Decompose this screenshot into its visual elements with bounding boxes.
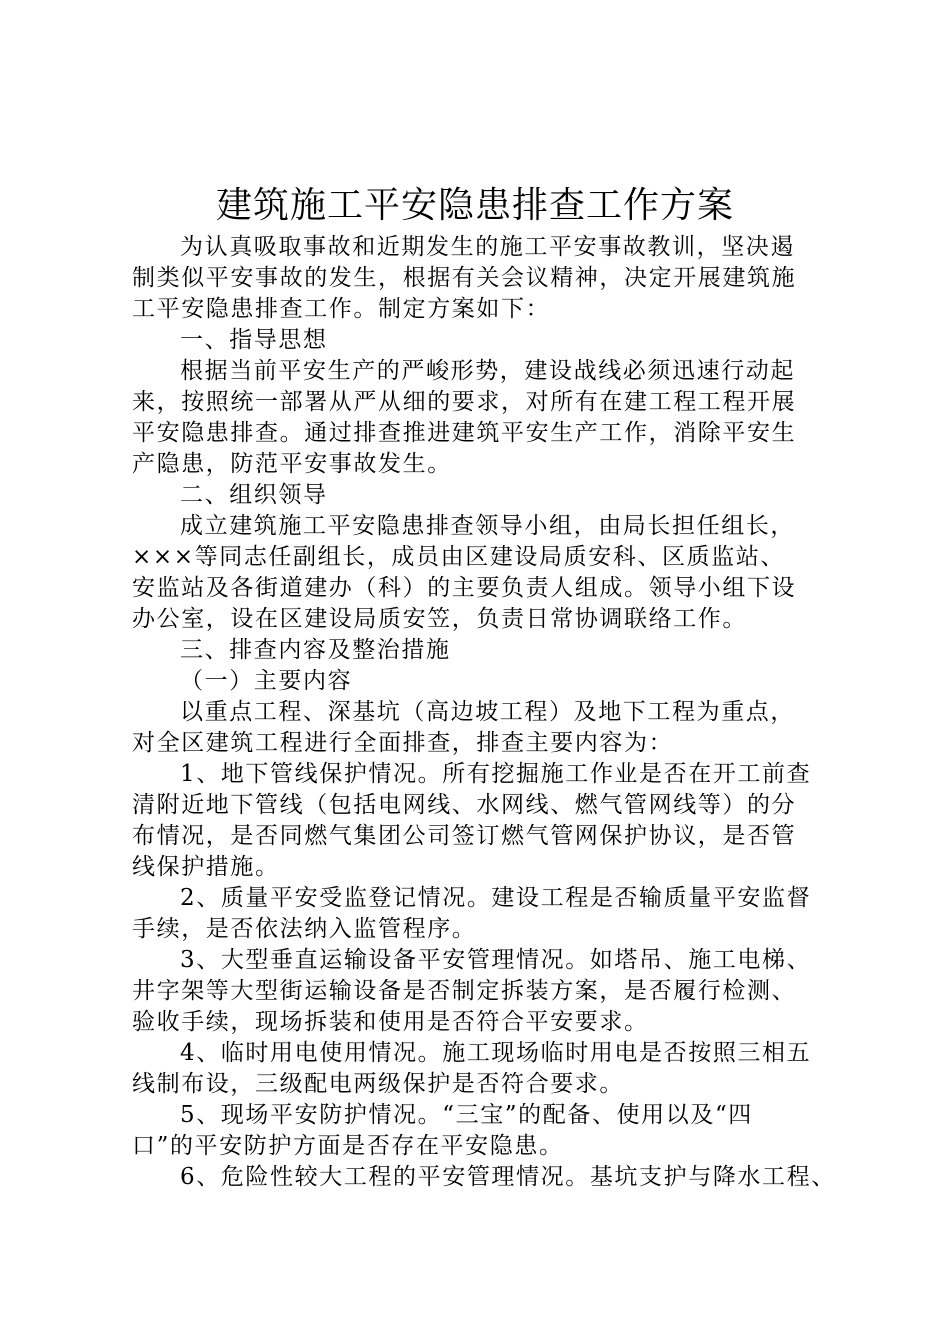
text-line: 平安隐患排查。通过排查推进建筑平安生产工作，消除平安生 <box>132 420 797 446</box>
text-line: 成立建筑施工平安隐患排查领导小组，由局长担任组长， <box>180 513 795 539</box>
page-title: 建筑施工平安隐患排查工作方案 <box>215 185 734 226</box>
text-line: 来，按照统一部署从严从细的要求，对所有在建工程工程开展 <box>132 389 797 415</box>
text-line: （一）主要内容 <box>180 668 353 694</box>
document-body <box>132 232 842 1193</box>
text-line: 为认真吸取事故和近期发生的施工平安事故教训，坚决遏 <box>180 234 795 260</box>
text-line: 清附近地下管线（包括电网线、水网线、燃气管网线等）的分 <box>132 792 797 818</box>
text-line: 6、危险性较大工程的平安管理情况。基坑支护与降水工程、 <box>180 1164 836 1190</box>
text-line: 5、现场平安防护情况。“三宝”的配备、使用以及“四 <box>180 1102 753 1128</box>
text-line: 安监站及各街道建办（科）的主要负责人组成。领导小组下设 <box>132 575 797 601</box>
text-line: 布情况，是否同燃气集团公司签订燃气管网保护协议，是否管 <box>132 823 797 849</box>
text-line: 产隐患，防范平安事故发生。 <box>132 451 452 477</box>
text-line: 口”的平安防护方面是否存在平安隐患。 <box>132 1133 564 1159</box>
text-line: 线保护措施。 <box>132 854 280 880</box>
text-line: 验收手续，现场拆装和使用是否符合平安要求。 <box>132 1009 649 1035</box>
text-line: 以重点工程、深基坑（高边坡工程）及地下工程为重点， <box>180 699 795 725</box>
text-line: 井字架等大型街运输设备是否制定拆装方案，是否履行检测、 <box>132 978 797 1004</box>
text-line: 办公室，设在区建设局质安笠，负责日常协调联络工作。 <box>132 606 747 632</box>
text-line: ×××等同志任副组长，成员由区建设局质安科、区质监站、 <box>132 544 786 570</box>
text-line: 工平安隐患排查工作。制定方案如下： <box>132 296 551 322</box>
text-line: 3、大型垂直运输设备平安管理情况。如塔吊、施工电梯、 <box>180 947 812 973</box>
text-line: 2、质量平安受监登记情况。建设工程是否输质量平安监督 <box>180 885 812 911</box>
text-line: 线制布设，三级配电两级保护是否符合要求。 <box>132 1071 624 1097</box>
text-line: 一、指导思想 <box>180 327 328 353</box>
text-line: 对全区建筑工程进行全面排查，排查主要内容为： <box>132 730 674 756</box>
text-line: 三、排查内容及整治措施 <box>180 637 451 663</box>
text-line: 手续，是否依法纳入监管程序。 <box>132 916 477 942</box>
text-line: 根据当前平安生产的严峻形势，建设战线必须迅速行动起 <box>180 358 795 384</box>
text-line: 制类似平安事故的发生，根据有关会议精神，决定开展建筑施 <box>132 265 797 291</box>
text-line: 4、临时用电使用情况。施工现场临时用电是否按照三相五 <box>180 1040 812 1066</box>
text-line: 二、组织领导 <box>180 482 328 508</box>
text-line: 1、地下管线保护情况。所有挖掘施工作业是否在开工前查 <box>180 761 812 787</box>
